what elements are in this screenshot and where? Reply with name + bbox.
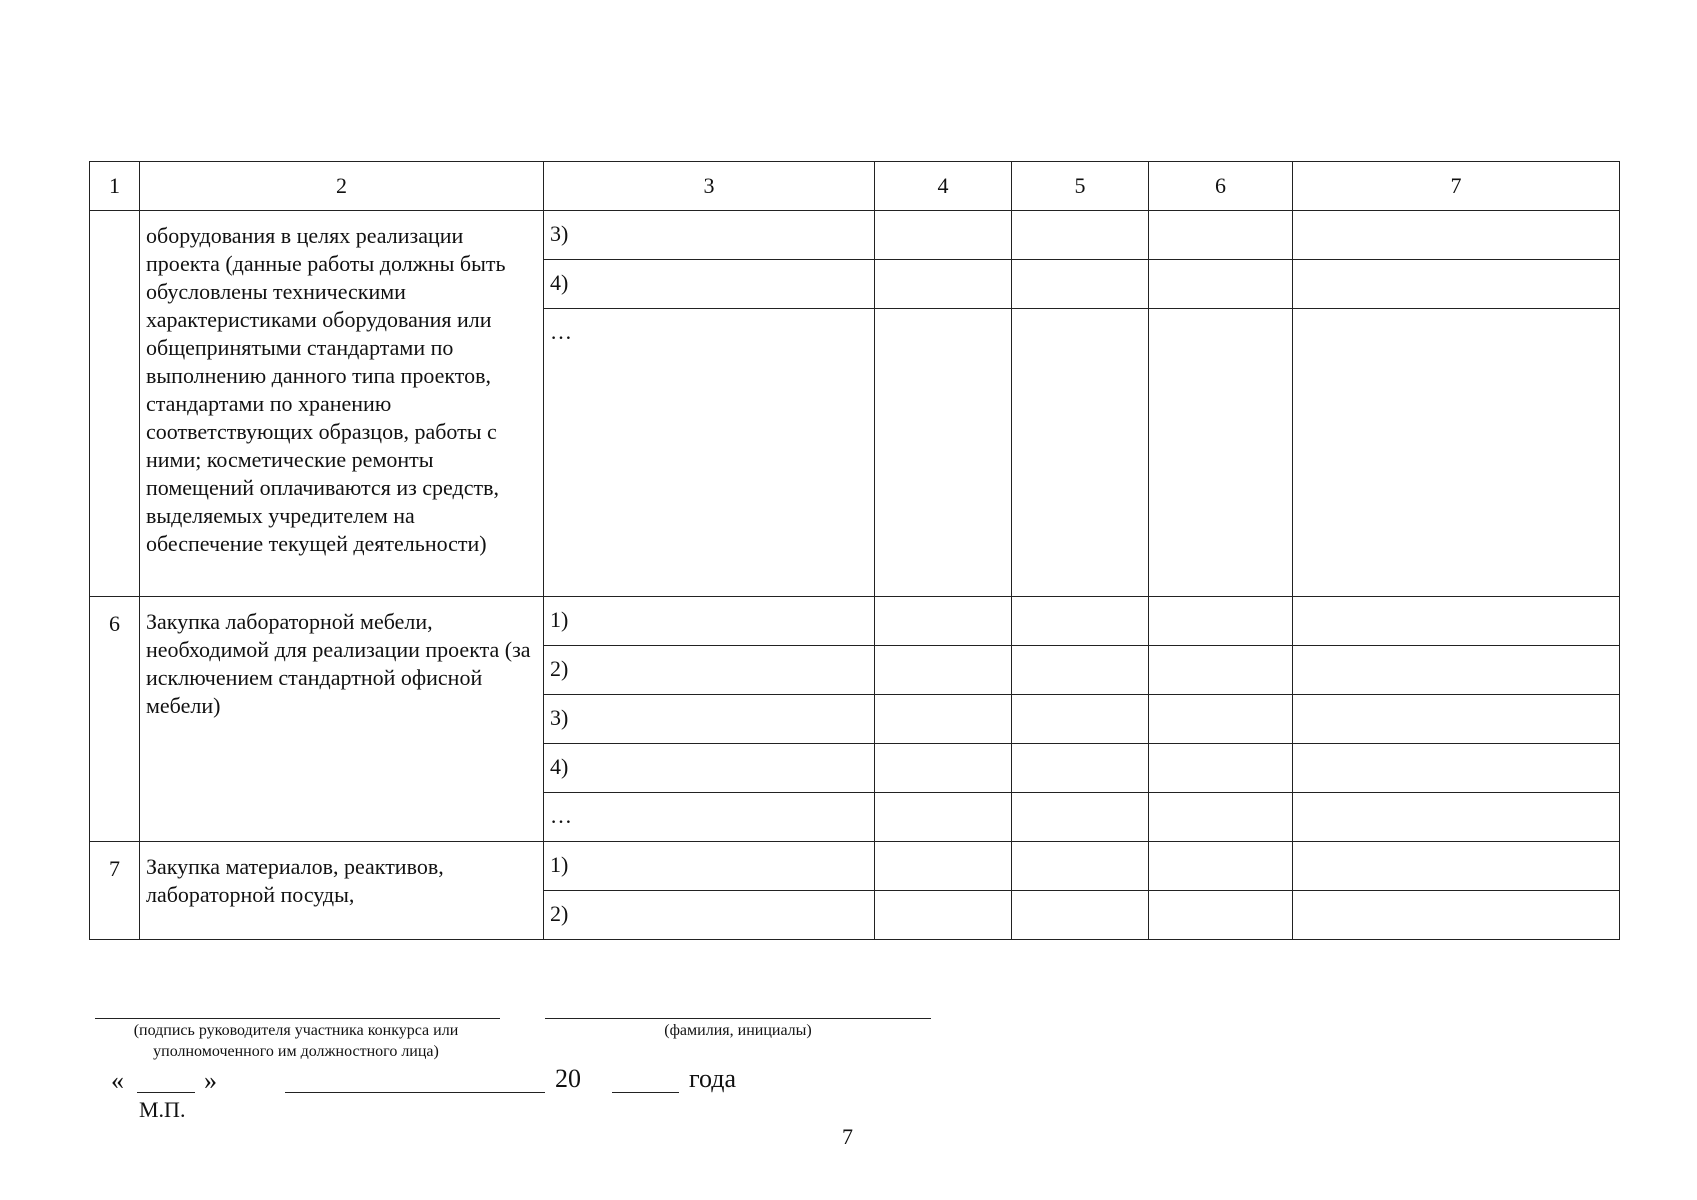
row-description: Закупка материалов, реактивов, лабораторной посуды, [140,842,544,940]
close-quote: » [204,1066,217,1095]
empty-cell [1012,891,1149,940]
row-number: 7 [90,842,140,940]
table-row [90,597,1620,646]
year-blank [612,1092,679,1093]
empty-cell [1149,260,1293,309]
name-caption: (фамилия, инициалы) [664,1022,812,1039]
empty-cell [875,646,1012,695]
empty-cell [875,695,1012,744]
empty-cell [1012,211,1149,260]
name-line [545,1018,931,1019]
empty-cell [1149,744,1293,793]
empty-cell [1149,597,1293,646]
empty-cell [1012,646,1149,695]
empty-cell [1012,744,1149,793]
signature-line [95,1018,500,1019]
empty-cell [1149,842,1293,891]
empty-cell [1012,260,1149,309]
empty-cell [1293,842,1620,891]
open-quote: « [111,1066,124,1095]
item-cell: … [544,793,875,842]
empty-cell [875,842,1012,891]
empty-cell [1012,597,1149,646]
empty-cell [1293,793,1620,842]
month-blank [285,1092,545,1093]
empty-cell [1293,260,1620,309]
table-row [90,211,1620,260]
empty-cell [875,744,1012,793]
column-header: 1 [90,162,140,211]
item-cell: 4) [544,744,875,793]
empty-cell [1012,793,1149,842]
empty-cell [1293,891,1620,940]
empty-cell [1149,891,1293,940]
empty-cell [1012,309,1149,597]
empty-cell [1293,744,1620,793]
empty-cell [1293,597,1620,646]
page-number: 7 [842,1124,853,1149]
row-description: Закупка лабораторной мебели, необходимой для реализации проекта (за исключением стандартной офисной мебели) [140,597,544,842]
seal-label: М.П. [139,1097,186,1122]
empty-cell [1149,211,1293,260]
signature-caption: (подпись руководителя участника конкурса или уполномоченного им должностного лица) [133,1022,459,1060]
empty-cell [1293,211,1620,260]
column-header: 7 [1293,162,1620,211]
empty-cell [1293,695,1620,744]
item-cell: 1) [544,842,875,891]
empty-cell [1293,646,1620,695]
empty-cell [1012,842,1149,891]
column-header: 3 [544,162,875,211]
empty-cell [875,260,1012,309]
table-header-row [90,162,1620,211]
empty-cell [1149,793,1293,842]
day-blank [137,1092,195,1093]
item-cell: 2) [544,891,875,940]
empty-cell [1012,695,1149,744]
century: 20 [555,1064,581,1093]
row-description: оборудования в целях реализации проекта (данные работы должны быть обусловлены техническими характеристиками оборудования или общепринятыми стандартами по выполнению данного типа проектов, стандартами по хранению соответствующих образцов, работы с ними; косметические ремонты помещений оплачиваются из средств, выделяемых учредителем на обеспечение текущей деятельности) [140,211,544,597]
item-cell: … [544,309,875,597]
empty-cell [1293,309,1620,597]
column-header: 4 [875,162,1012,211]
item-cell: 3) [544,695,875,744]
empty-cell [1149,695,1293,744]
row-number [90,211,140,597]
column-header: 6 [1149,162,1293,211]
empty-cell [1149,646,1293,695]
item-cell: 4) [544,260,875,309]
item-cell: 2) [544,646,875,695]
cost-table [89,161,1620,940]
year-word: года [689,1064,737,1093]
empty-cell [875,793,1012,842]
item-cell: 1) [544,597,875,646]
column-header: 5 [1012,162,1149,211]
empty-cell [1149,309,1293,597]
empty-cell [875,597,1012,646]
item-cell: 3) [544,211,875,260]
column-header: 2 [140,162,544,211]
empty-cell [875,211,1012,260]
table-row [90,842,1620,891]
empty-cell [875,891,1012,940]
row-number: 6 [90,597,140,842]
empty-cell [875,309,1012,597]
